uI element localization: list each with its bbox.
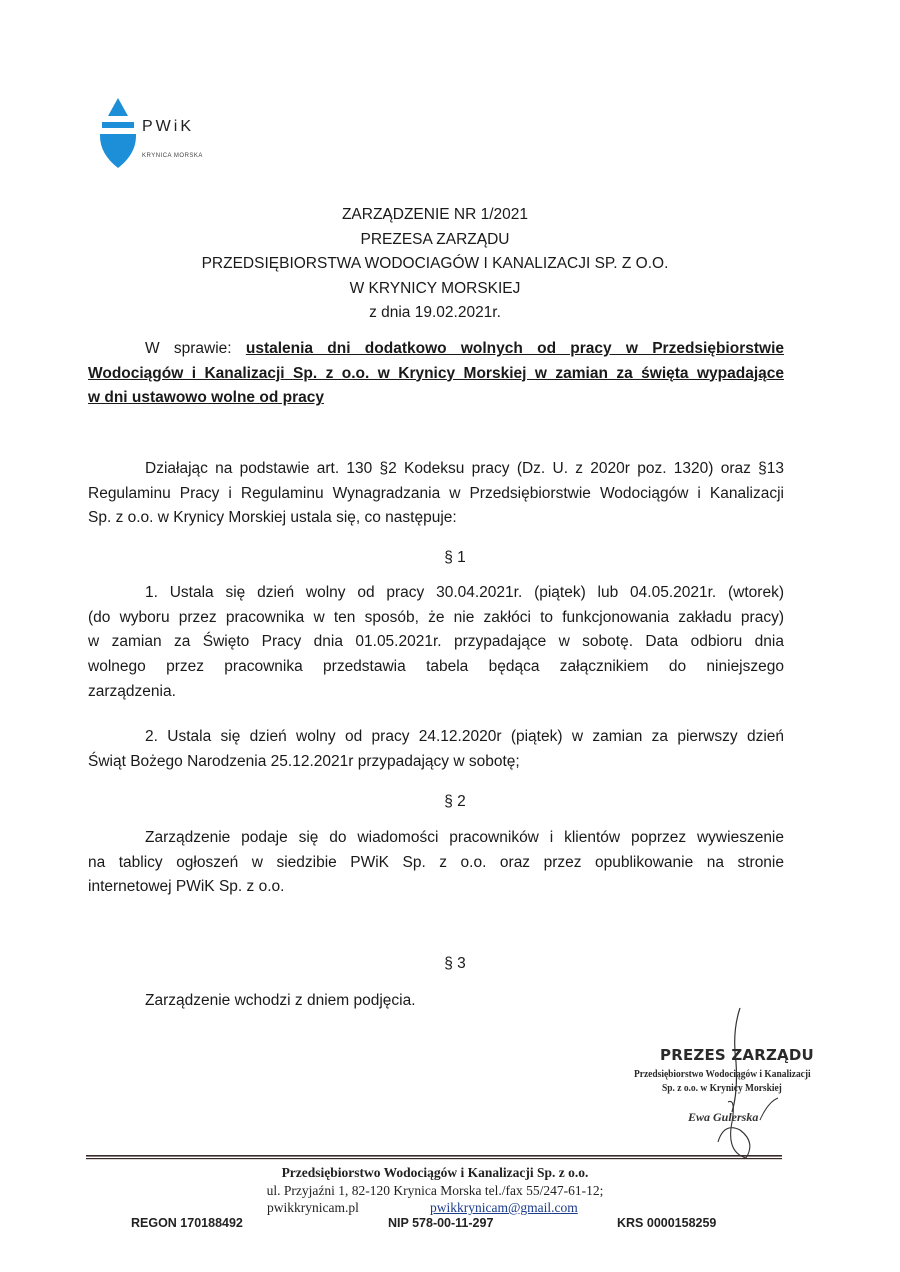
logo-name: PWiK <box>142 118 194 135</box>
section-2-heading: § 2 <box>444 793 466 810</box>
paragraph-line: Regulaminu Pracy i Regulaminu Wynagradzania w Przedsiębiorstwie Wodociągów i Kanalizacji <box>88 484 784 502</box>
subject-text: ustalenia dni dodatkowo wolnych od pracy w Przedsiębiorstwie <box>245 340 784 357</box>
paragraph-line: Świąt Bożego Narodzenia 25.12.2021r przypadający w sobotę; <box>88 752 520 770</box>
section-2-paragraph <box>88 826 784 900</box>
paragraph-line: Sp. z o.o. w Krynicy Morskiej ustala się, co następuje: <box>88 509 457 527</box>
signature-stamp <box>628 1044 848 1164</box>
section-1-heading: § 1 <box>444 549 466 566</box>
footer-divider <box>86 1155 782 1160</box>
stamp-company-line: Przedsiębiorstwo Wodociągów i Kanalizacji <box>634 1068 811 1080</box>
subject-block <box>88 337 784 411</box>
paragraph-line: Zarządzenie podaje się do wiadomości pracowników i klientów poprzez wywieszenie <box>145 829 784 846</box>
footer-company: Przedsiębiorstwo Wodociągów i Kanalizacji Sp. z o.o. <box>281 1165 589 1180</box>
footer-nip: NIP 578-00-11-297 <box>388 1216 494 1230</box>
header-line: W KRYNICY MORSKIEJ <box>349 279 521 297</box>
footer-address: ul. Przyjaźni 1, 82-120 Krynica Morska tel./fax 55/247-61-12; <box>266 1183 604 1198</box>
intro-paragraph <box>88 457 784 531</box>
point-1-paragraph <box>88 581 784 705</box>
water-drop-icon <box>96 96 140 174</box>
paragraph-line: 2. Ustala się dzień wolny od pracy 24.12.2020r (piątek) w zamian za pierwszy dzień <box>145 728 784 745</box>
paragraph-line: Działając na podstawie art. 130 §2 Kodeksu pracy (Dz. U. z 2020r poz. 1320) oraz §13 <box>145 460 784 477</box>
subject-lead: W sprawie: <box>145 340 232 357</box>
paragraph-line: 1. Ustala się dzień wolny od pracy 30.04.2021r. (piątek) lub 04.05.2021r. (wtorek) <box>145 584 784 601</box>
paragraph-line: Zarządzenie wchodzi z dniem podjęcia. <box>145 992 416 1009</box>
paragraph-line: na tablicy ogłoszeń w siedzibie PWiK Sp. z o.o. oraz przez opublikowanie na stronie <box>88 853 784 871</box>
footer-krs: KRS 0000158259 <box>617 1216 717 1230</box>
subject-text: w dni ustawowo wolne od pracy <box>88 389 324 406</box>
footer-regon: REGON 170188492 <box>131 1216 243 1230</box>
paragraph-line: internetowej PWiK Sp. z o.o. <box>88 878 285 896</box>
paragraph-line: w zamian za Święto Pracy dnia 01.05.2021r. przypadające w sobotę. Data odbioru dnia <box>88 633 784 651</box>
paragraph-line: zarządzenia. <box>88 682 176 700</box>
header-line: ZARZĄDZENIE NR 1/2021 <box>341 206 529 223</box>
paragraph-line: (do wyboru przez pracownika w ten sposób, że nie zakłóci to funkcjonowania zakładu pracy) <box>88 608 784 626</box>
paragraph-line: wolnego przez pracownika przedstawia tabela będąca załącznikiem do niniejszego <box>88 658 784 676</box>
stamp-company-line: Sp. z o.o. w Krynicy Morskiej <box>662 1082 782 1094</box>
subject-text: Wodociągów i Kanalizacji Sp. z o.o. w Krynicy Morskiej w zamian za święta wypadające <box>88 364 784 382</box>
header-line: PRZEDSIĘBIORSTWA WODOCIAGÓW I KANALIZACJI SP. Z O.O. <box>201 255 669 273</box>
header-line: PREZESA ZARZĄDU <box>360 230 510 248</box>
section-3-heading: § 3 <box>444 955 466 972</box>
stamp-signatory-name: Ewa Gulerska <box>688 1110 759 1124</box>
logo-subtitle: KRYNICA MORSKA <box>142 153 203 159</box>
company-logo <box>96 96 216 176</box>
stamp-title: PREZES ZARZĄDU <box>660 1046 814 1064</box>
header-date: z dnia 19.02.2021r. <box>369 304 501 322</box>
footer-website[interactable]: pwikkrynicam.pl <box>267 1200 359 1215</box>
point-2-paragraph <box>88 725 784 774</box>
document-header <box>0 203 870 326</box>
footer-email-link[interactable]: pwikkrynicam@gmail.com <box>430 1200 578 1215</box>
